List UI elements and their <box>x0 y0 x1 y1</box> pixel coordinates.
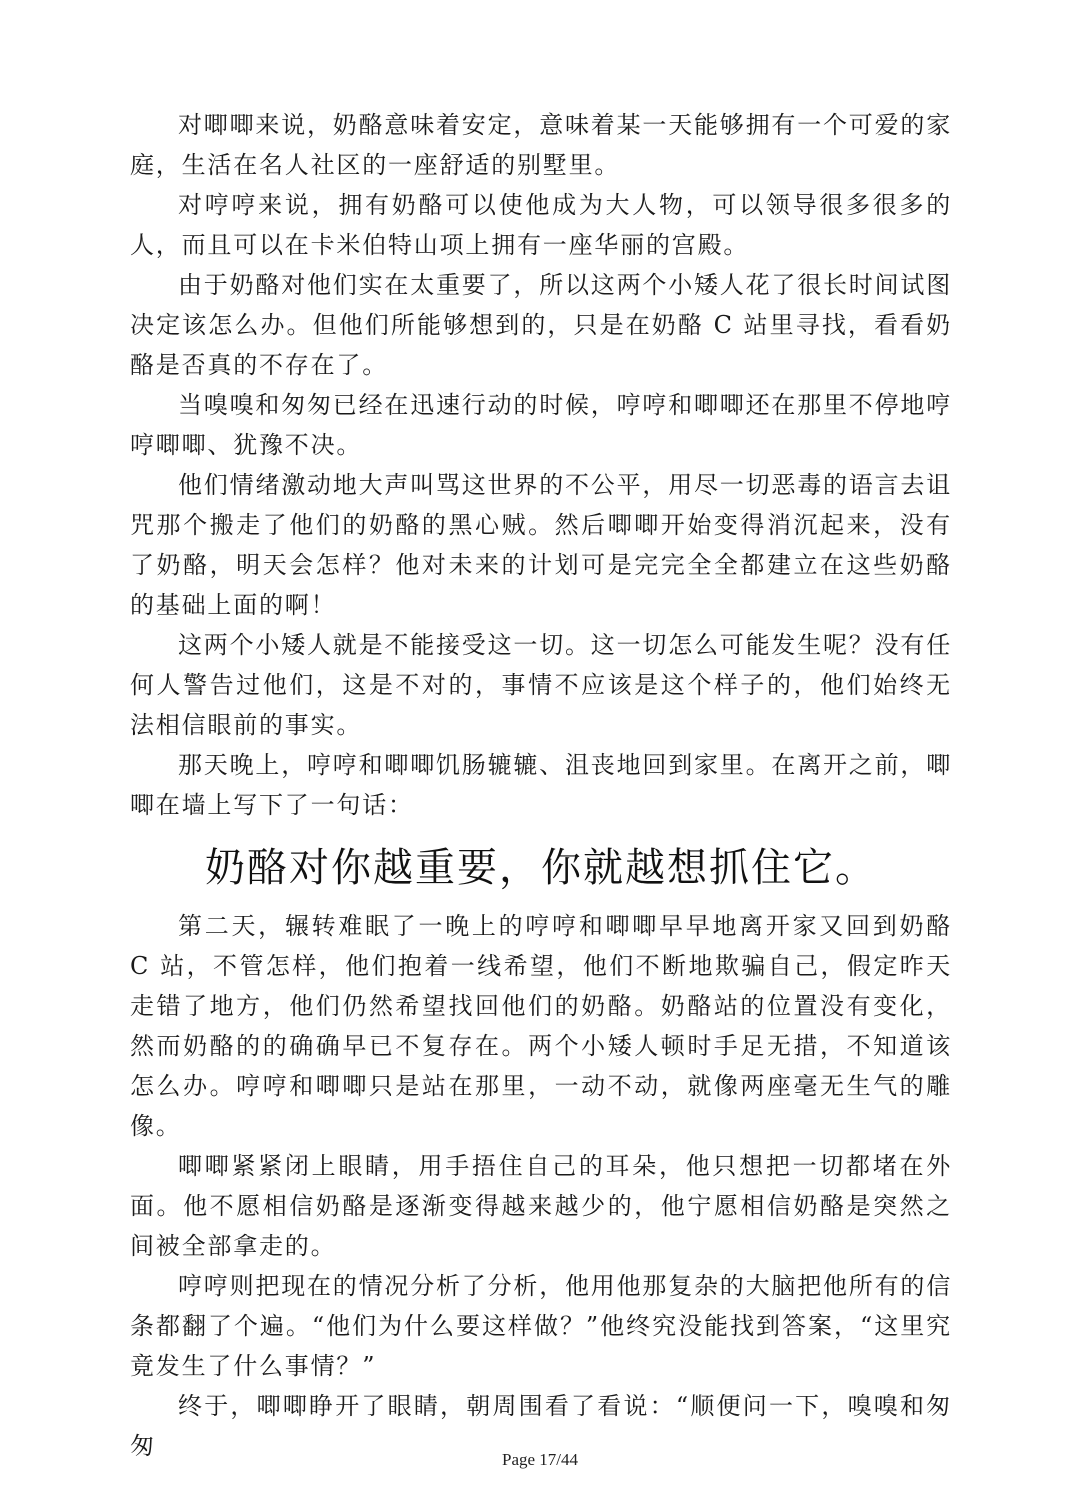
paragraph: 当嗅嗅和匆匆已经在迅速行动的时候，哼哼和唧唧还在那里不停地哼哼唧唧、犹豫不决。 <box>130 391 952 459</box>
paragraph: 对哼哼来说，拥有奶酪可以使他成为大人物，可以领导很多很多的人，而且可以在卡米伯特山项上拥有一座华丽的宫殿。 <box>130 191 952 259</box>
paragraph: 哼哼则把现在的情况分析了分析，他用他那复杂的大脑把他所有的信条都翻了个遍。“他们为什么要这样做？”他终究没能找到答案，“这里究竟发生了什么事情？” <box>130 1272 952 1380</box>
body-text-bottom <box>130 906 952 1466</box>
highlighted-quote: 奶酪对你越重要，你就越想抓住它。 <box>205 845 877 891</box>
page-number: Page 17/44 <box>501 1450 579 1469</box>
paragraph: 对唧唧来说，奶酪意味着安定，意味着某一天能够拥有一个可爱的家庭，生活在名人社区的一座舒适的别墅里。 <box>130 111 952 179</box>
paragraph: 第二天，辗转难眠了一晚上的哼哼和唧唧早早地离开家又回到奶酪 C 站，不管怎样，他们抱着一线希望，他们不断地欺骗自己，假定昨天走错了地方，他们仍然希望找回他们的奶酪。奶酪站的位置没有变化，然而奶酪的的确确早已不复存在。两个小矮人顿时手足无措，不知道该怎么办。哼哼和唧唧只是站在那里，一动不动，就像两座毫无生气的雕像。 <box>130 912 952 1140</box>
body-text-top <box>130 105 952 825</box>
paragraph: 终于，唧唧睁开了眼睛，朝周围看了看说：“顺便问一下，嗅嗅和匆匆 <box>130 1392 952 1460</box>
paragraph: 这两个小矮人就是不能接受这一切。这一切怎么可能发生呢？没有任何人警告过他们，这是不对的，事情不应该是这个样子的，他们始终无法相信眼前的事实。 <box>130 631 952 739</box>
paragraph: 由于奶酪对他们实在太重要了，所以这两个小矮人花了很长时间试图决定该怎么办。但他们所能够想到的，只是在奶酪 C 站里寻找，看看奶酪是否真的不存在了。 <box>130 271 952 379</box>
paragraph: 那天晚上，哼哼和唧唧饥肠辘辘、沮丧地回到家里。在离开之前，唧唧在墙上写下了一句话： <box>130 751 952 819</box>
paragraph: 唧唧紧紧闭上眼睛，用手捂住自己的耳朵，他只想把一切都堵在外面。他不愿相信奶酪是逐渐变得越来越少的，他宁愿相信奶酪是突然之间被全部拿走的。 <box>130 1152 952 1260</box>
paragraph: 他们情绪激动地大声叫骂这世界的不公平，用尽一切恶毒的语言去诅咒那个搬走了他们的奶酪的黑心贼。然后唧唧开始变得消沉起来，没有了奶酪，明天会怎样？他对未来的计划可是完完全全都建立在这些奶酪的基础上面的啊！ <box>130 471 952 619</box>
